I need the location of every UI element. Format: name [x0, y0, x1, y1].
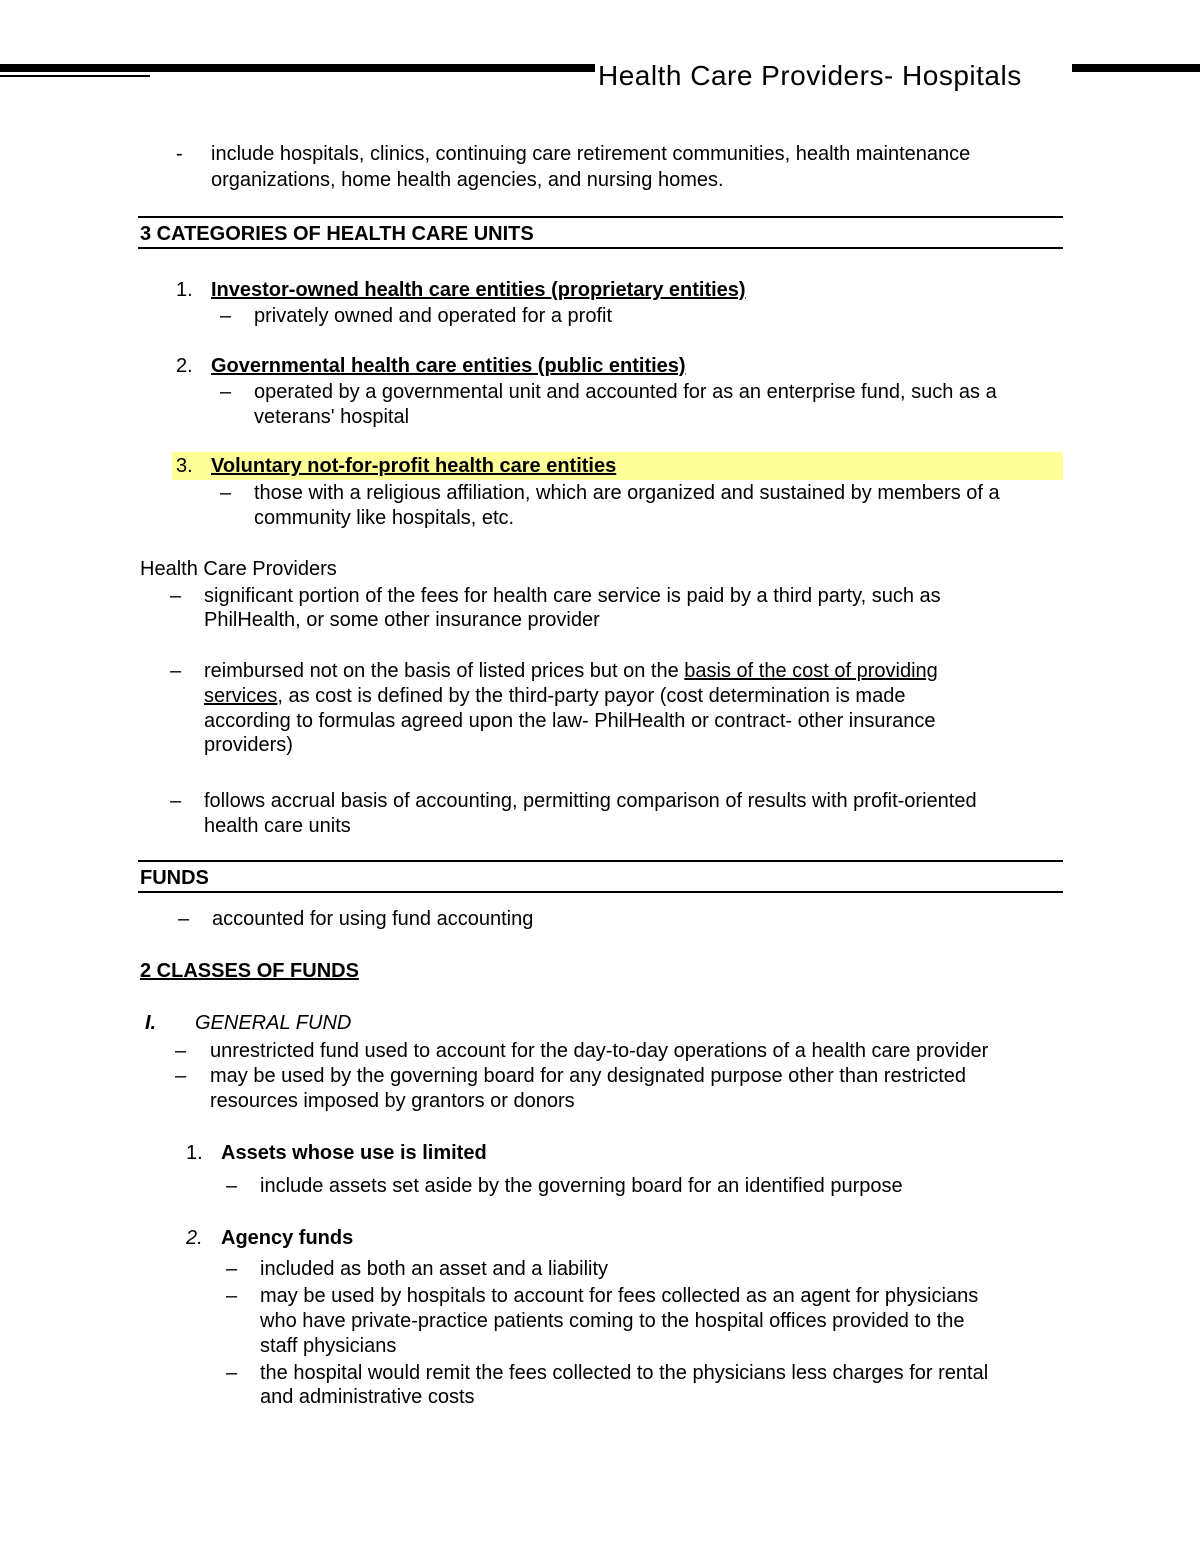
category-desc: privately owned and operated for a profit — [254, 305, 612, 327]
dash-bullet: – — [170, 790, 182, 812]
sub-text: staff physicians — [260, 1335, 397, 1357]
funds-heading: FUNDS — [140, 867, 209, 889]
section-rule-bottom — [138, 891, 1063, 893]
category-title: Voluntary not-for-profit health care entities — [211, 455, 617, 477]
sub-text: included as both an asset and a liability — [260, 1258, 609, 1280]
header-bar-left-thin — [0, 75, 150, 77]
dash-bullet: – — [170, 660, 182, 682]
dash-bullet: – — [220, 381, 232, 403]
sub-text: may be used by hospitals to account for fees collected as an agent for physicians — [260, 1285, 979, 1307]
dash-bullet: – — [178, 908, 190, 930]
category-desc: those with a religious affiliation, which are organized and sustained by members of a — [254, 482, 1000, 504]
category-desc: operated by a governmental unit and accounted for as an enterprise fund, such as a — [254, 381, 997, 403]
page-title: Health Care Providers- Hospitals — [598, 60, 1022, 91]
dash-bullet: – — [220, 482, 232, 504]
header-bar-left — [0, 64, 595, 72]
sub-text: the hospital would remit the fees collected to the physicians less charges for rental — [260, 1362, 989, 1384]
categories-heading: 3 CATEGORIES OF HEALTH CARE UNITS — [140, 223, 534, 245]
section-rule-top — [138, 860, 1063, 862]
providers-text: PhilHealth, or some other insurance provider — [204, 609, 600, 631]
sub-number: 1. — [186, 1142, 203, 1164]
sub-text: and administrative costs — [260, 1386, 475, 1408]
category-desc: veterans' hospital — [254, 406, 410, 428]
providers-underlined-text: basis of the cost of providing — [684, 660, 938, 682]
category-title: Governmental health care entities (public entities) — [211, 355, 686, 377]
providers-underlined-text: services — [204, 685, 278, 707]
providers-text-part: reimbursed not on the basis of listed prices but on the — [204, 660, 685, 682]
category-desc: community like hospitals, etc. — [254, 507, 515, 529]
dash-bullet: – — [220, 305, 232, 327]
classes-heading: 2 CLASSES OF FUNDS — [140, 960, 359, 982]
intro-line: include hospitals, clinics, continuing care retirement communities, health maintenance — [211, 143, 971, 165]
dash-bullet: – — [175, 1065, 187, 1087]
providers-text — [204, 659, 938, 683]
providers-text: significant portion of the fees for health care service is paid by a third party, such as — [204, 585, 941, 607]
sub-title: Assets whose use is limited — [221, 1142, 487, 1164]
general-fund-text: may be used by the governing board for any designated purpose other than restricted — [210, 1065, 967, 1087]
header-bar-right — [1072, 64, 1200, 72]
dash-bullet: – — [226, 1175, 238, 1197]
providers-text: follows accrual basis of accounting, permitting comparison of results with profit-oriented — [204, 790, 977, 812]
category-title: Investor-owned health care entities (proprietary entities) — [211, 279, 746, 301]
intro-bullet: - — [176, 143, 183, 165]
sub-text: include assets set aside by the governing board for an identified purpose — [260, 1175, 903, 1197]
general-fund-text: resources imposed by grantors or donors — [210, 1090, 575, 1112]
general-fund-text: unrestricted fund used to account for the day-to-day operations of a health care provider — [210, 1040, 989, 1062]
dash-bullet: – — [170, 585, 182, 607]
sub-title: Agency funds — [221, 1227, 354, 1249]
category-number: 2. — [176, 355, 193, 377]
providers-heading: Health Care Providers — [140, 558, 337, 580]
dash-bullet: – — [226, 1362, 238, 1384]
providers-text: providers) — [204, 734, 293, 756]
general-fund-title: GENERAL FUND — [195, 1012, 352, 1034]
intro-line: organizations, home health agencies, and nursing homes. — [211, 169, 724, 191]
dash-bullet: – — [226, 1258, 238, 1280]
category-number: 1. — [176, 279, 193, 301]
providers-text-part: , as cost is defined by the third-party payor (cost determination is made — [277, 685, 906, 707]
section-rule-bottom — [138, 247, 1063, 249]
sub-number: 2. — [186, 1227, 203, 1249]
dash-bullet: – — [175, 1040, 187, 1062]
providers-text — [204, 684, 905, 708]
section-rule-top — [138, 216, 1063, 218]
providers-text: according to formulas agreed upon the law- PhilHealth or contract- other insurance — [204, 710, 936, 732]
funds-text: accounted for using fund accounting — [212, 908, 534, 930]
sub-text: who have private-practice patients coming to the hospital offices provided to the — [260, 1310, 965, 1332]
category-number: 3. — [176, 455, 193, 477]
dash-bullet: – — [226, 1285, 238, 1307]
general-fund-number: I. — [145, 1012, 157, 1034]
providers-text: health care units — [204, 815, 351, 837]
